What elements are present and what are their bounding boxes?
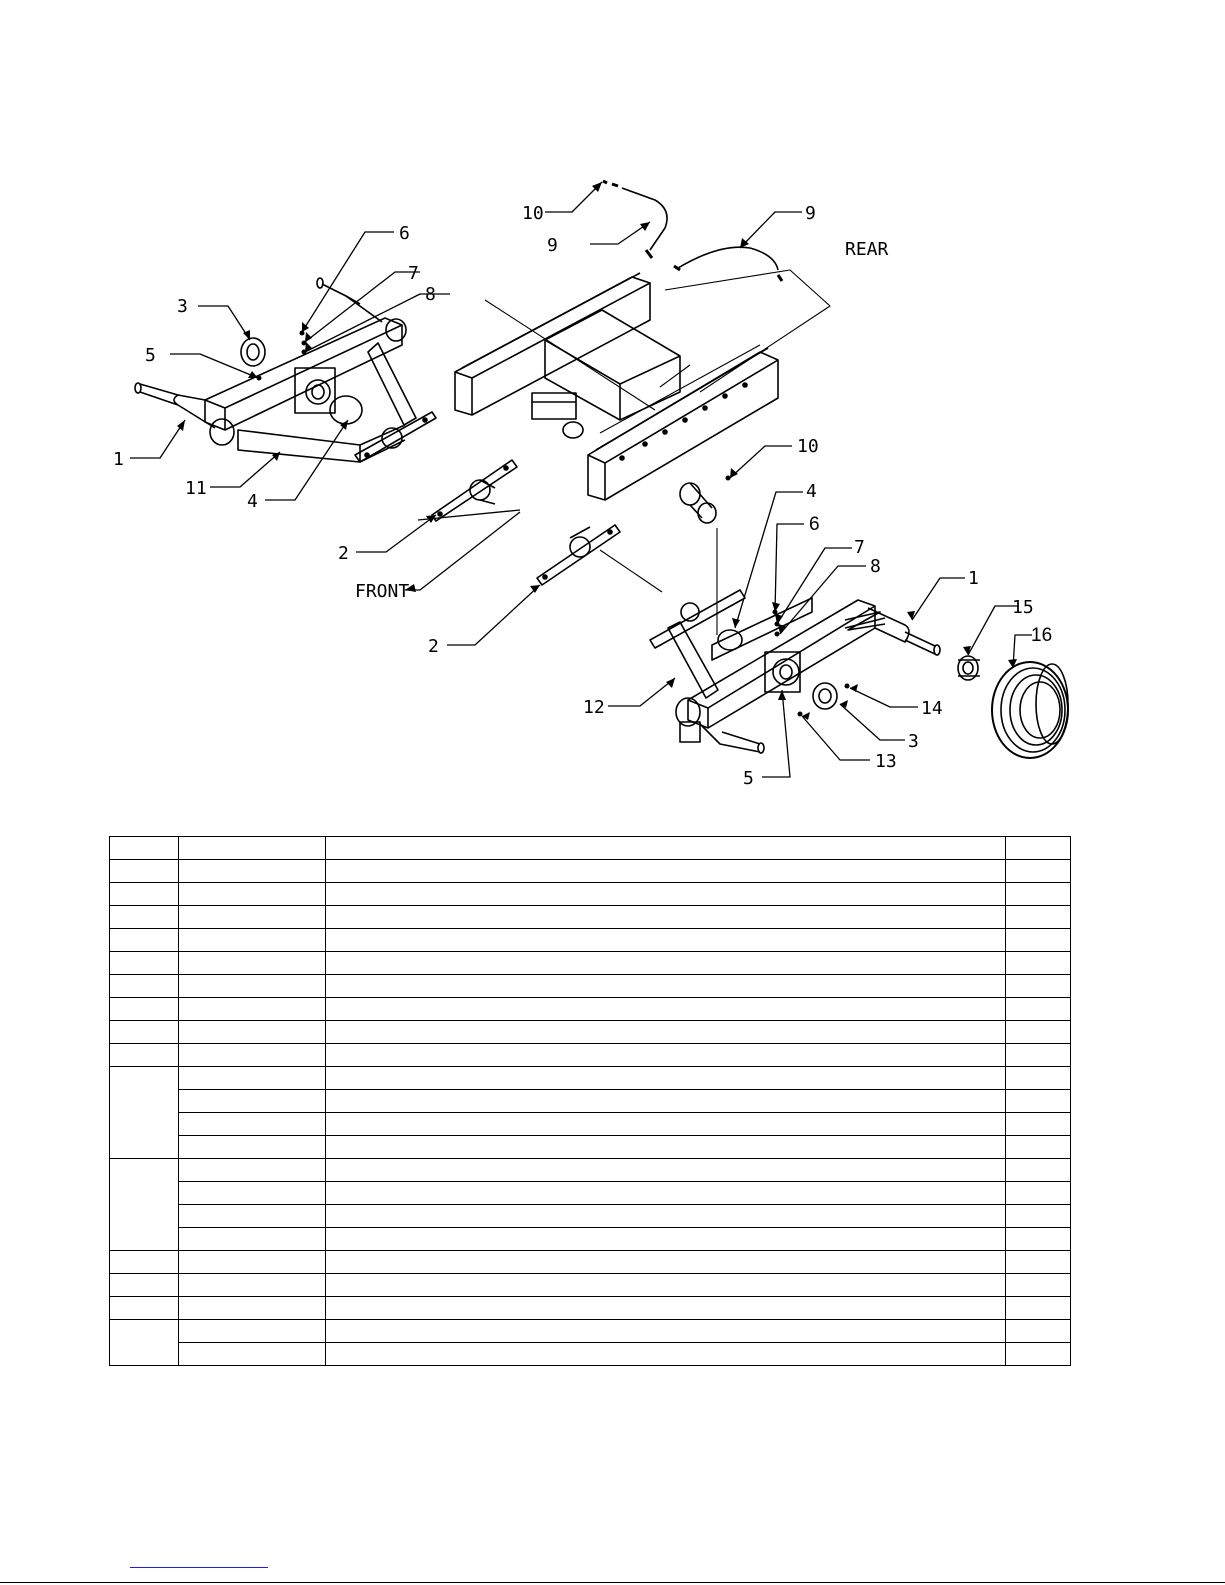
callout-3: 3 — [908, 731, 919, 752]
table-cell — [1006, 1297, 1071, 1320]
table-cell — [326, 1021, 1006, 1044]
rear-platform-outline — [600, 270, 830, 433]
table-cell — [1006, 1274, 1071, 1297]
rear-label: REAR — [845, 239, 889, 260]
callout-6: 6 — [399, 223, 410, 244]
callout-13: 13 — [875, 751, 897, 772]
table-cell — [326, 837, 1006, 860]
table-cell — [110, 929, 179, 952]
table-cell — [179, 952, 326, 975]
table-cell — [1006, 1320, 1071, 1343]
table-cell — [179, 906, 326, 929]
table-row — [110, 1182, 1071, 1205]
table-row — [110, 1228, 1071, 1251]
table-cell — [1006, 1044, 1071, 1067]
callout-2: 2 — [428, 636, 439, 657]
table-cell — [179, 1067, 326, 1090]
table-cell — [326, 1320, 1006, 1343]
alignment-line-lower — [600, 550, 662, 592]
rear-axle-assembly — [650, 590, 940, 753]
table-cell — [179, 1228, 326, 1251]
table-cell — [179, 1090, 326, 1113]
table-cell — [179, 883, 326, 906]
callout-3: 3 — [177, 296, 188, 317]
table-row — [110, 1343, 1071, 1366]
table-row — [110, 883, 1071, 906]
seal-washer-right — [813, 683, 837, 709]
table-cell — [326, 860, 1006, 883]
table-cell — [1006, 1136, 1071, 1159]
footer-link-underline[interactable] — [130, 1567, 268, 1568]
table-cell — [326, 1205, 1006, 1228]
table-cell — [110, 1067, 179, 1159]
table-row — [110, 1067, 1071, 1090]
table-cell — [1006, 883, 1071, 906]
table-row — [110, 1090, 1071, 1113]
table-row — [110, 975, 1071, 998]
table-cell — [1006, 1113, 1071, 1136]
table-cell — [110, 1251, 179, 1274]
callout-9: 9 — [547, 235, 558, 256]
table-row — [110, 1159, 1071, 1182]
table-row — [110, 1113, 1071, 1136]
table-cell — [110, 860, 179, 883]
callout-7: 7 — [854, 537, 865, 558]
table-cell — [110, 837, 179, 860]
callout-2: 2 — [338, 543, 349, 564]
callout-9: 9 — [805, 203, 816, 224]
table-cell — [326, 906, 1006, 929]
front-label: FRONT — [355, 581, 410, 602]
table-cell — [1006, 1182, 1071, 1205]
table-cell — [179, 1113, 326, 1136]
table-row — [110, 1044, 1071, 1067]
table-cell — [1006, 1228, 1071, 1251]
table-cell — [326, 1090, 1006, 1113]
table-cell — [179, 837, 326, 860]
table-cell — [110, 1320, 179, 1366]
table-row — [110, 837, 1071, 860]
table-cell — [179, 1044, 326, 1067]
table-cell — [1006, 1159, 1071, 1182]
seal-washer-left — [241, 338, 265, 366]
table-cell — [1006, 1251, 1071, 1274]
table-cell — [110, 1297, 179, 1320]
table-cell — [179, 1021, 326, 1044]
brake-cable-rear — [674, 247, 782, 281]
table-cell — [110, 1274, 179, 1297]
table-row — [110, 1274, 1071, 1297]
callout-4: 4 — [806, 481, 817, 502]
table-cell — [1006, 1343, 1071, 1366]
table-row — [110, 1021, 1071, 1044]
callout-8: 8 — [870, 556, 881, 577]
table-cell — [179, 1297, 326, 1320]
table-cell — [110, 975, 179, 998]
table-cell — [110, 1021, 179, 1044]
table-cell — [326, 952, 1006, 975]
table-row — [110, 1320, 1071, 1343]
wheel-rim — [992, 662, 1068, 758]
table-cell — [326, 1159, 1006, 1182]
table-cell — [179, 1251, 326, 1274]
table-cell — [179, 860, 326, 883]
table-cell — [1006, 975, 1071, 998]
table-cell — [1006, 1090, 1071, 1113]
table-cell — [1006, 1067, 1071, 1090]
table-row — [110, 929, 1071, 952]
table-cell — [326, 1228, 1006, 1251]
table-cell — [179, 1320, 326, 1343]
callout-1: 1 — [968, 568, 979, 589]
table-cell — [326, 998, 1006, 1021]
callout-5: 5 — [743, 768, 754, 789]
table-cell — [326, 1136, 1006, 1159]
table-cell — [179, 1182, 326, 1205]
table-cell — [110, 1159, 179, 1251]
table-cell — [326, 1113, 1006, 1136]
table-cell — [326, 975, 1006, 998]
table-cell — [110, 998, 179, 1021]
frame-cross-member — [532, 310, 680, 438]
callout-6: 6 — [809, 514, 820, 535]
table-row — [110, 1136, 1071, 1159]
table-cell — [179, 1205, 326, 1228]
table-row — [110, 998, 1071, 1021]
table-cell — [326, 883, 1006, 906]
callout-10: 10 — [522, 203, 544, 224]
wheel-hub — [958, 656, 980, 680]
leader-lines — [130, 182, 1032, 777]
table-row — [110, 1205, 1071, 1228]
table-cell — [326, 1251, 1006, 1274]
table-cell — [1006, 1021, 1071, 1044]
callout-14: 14 — [921, 698, 943, 719]
table-cell — [326, 929, 1006, 952]
table-cell — [179, 975, 326, 998]
table-cell — [179, 929, 326, 952]
callout-11: 11 — [185, 478, 207, 499]
arrowheads — [177, 182, 1017, 720]
callout-1: 1 — [113, 449, 124, 470]
table-row — [110, 860, 1071, 883]
table-cell — [326, 1274, 1006, 1297]
table-cell — [1006, 1205, 1071, 1228]
table-cell — [326, 1044, 1006, 1067]
table-cell — [110, 883, 179, 906]
table-cell — [179, 1343, 326, 1366]
table-cell — [326, 1067, 1006, 1090]
table-cell — [179, 1274, 326, 1297]
table-row — [110, 1251, 1071, 1274]
callout-10: 10 — [797, 436, 819, 457]
parts-list-table — [109, 836, 1071, 1366]
table-cell — [1006, 998, 1071, 1021]
table-row — [110, 906, 1071, 929]
footer-rule — [0, 1582, 1225, 1583]
brake-cable-front — [603, 181, 667, 258]
table-cell — [1006, 906, 1071, 929]
table-cell — [179, 1136, 326, 1159]
table-cell — [1006, 952, 1071, 975]
table-cell — [179, 1159, 326, 1182]
callout-4: 4 — [247, 491, 258, 512]
table-cell — [326, 1297, 1006, 1320]
table-row — [110, 952, 1071, 975]
table-cell — [1006, 837, 1071, 860]
table-cell — [179, 998, 326, 1021]
callout-15: 15 — [1012, 597, 1034, 618]
table-cell — [1006, 860, 1071, 883]
callout-8: 8 — [425, 284, 436, 305]
callout-16: 16 — [1031, 625, 1053, 646]
callout-7: 7 — [408, 263, 419, 284]
callout-12: 12 — [583, 697, 605, 718]
pivot-bushing-rear — [680, 483, 716, 523]
table-cell — [326, 1343, 1006, 1366]
table-cell — [110, 1044, 179, 1067]
callout-5: 5 — [145, 345, 156, 366]
table-cell — [110, 906, 179, 929]
table-cell — [1006, 929, 1071, 952]
table-cell — [110, 952, 179, 975]
table-row — [110, 1297, 1071, 1320]
table-cell — [326, 1182, 1006, 1205]
